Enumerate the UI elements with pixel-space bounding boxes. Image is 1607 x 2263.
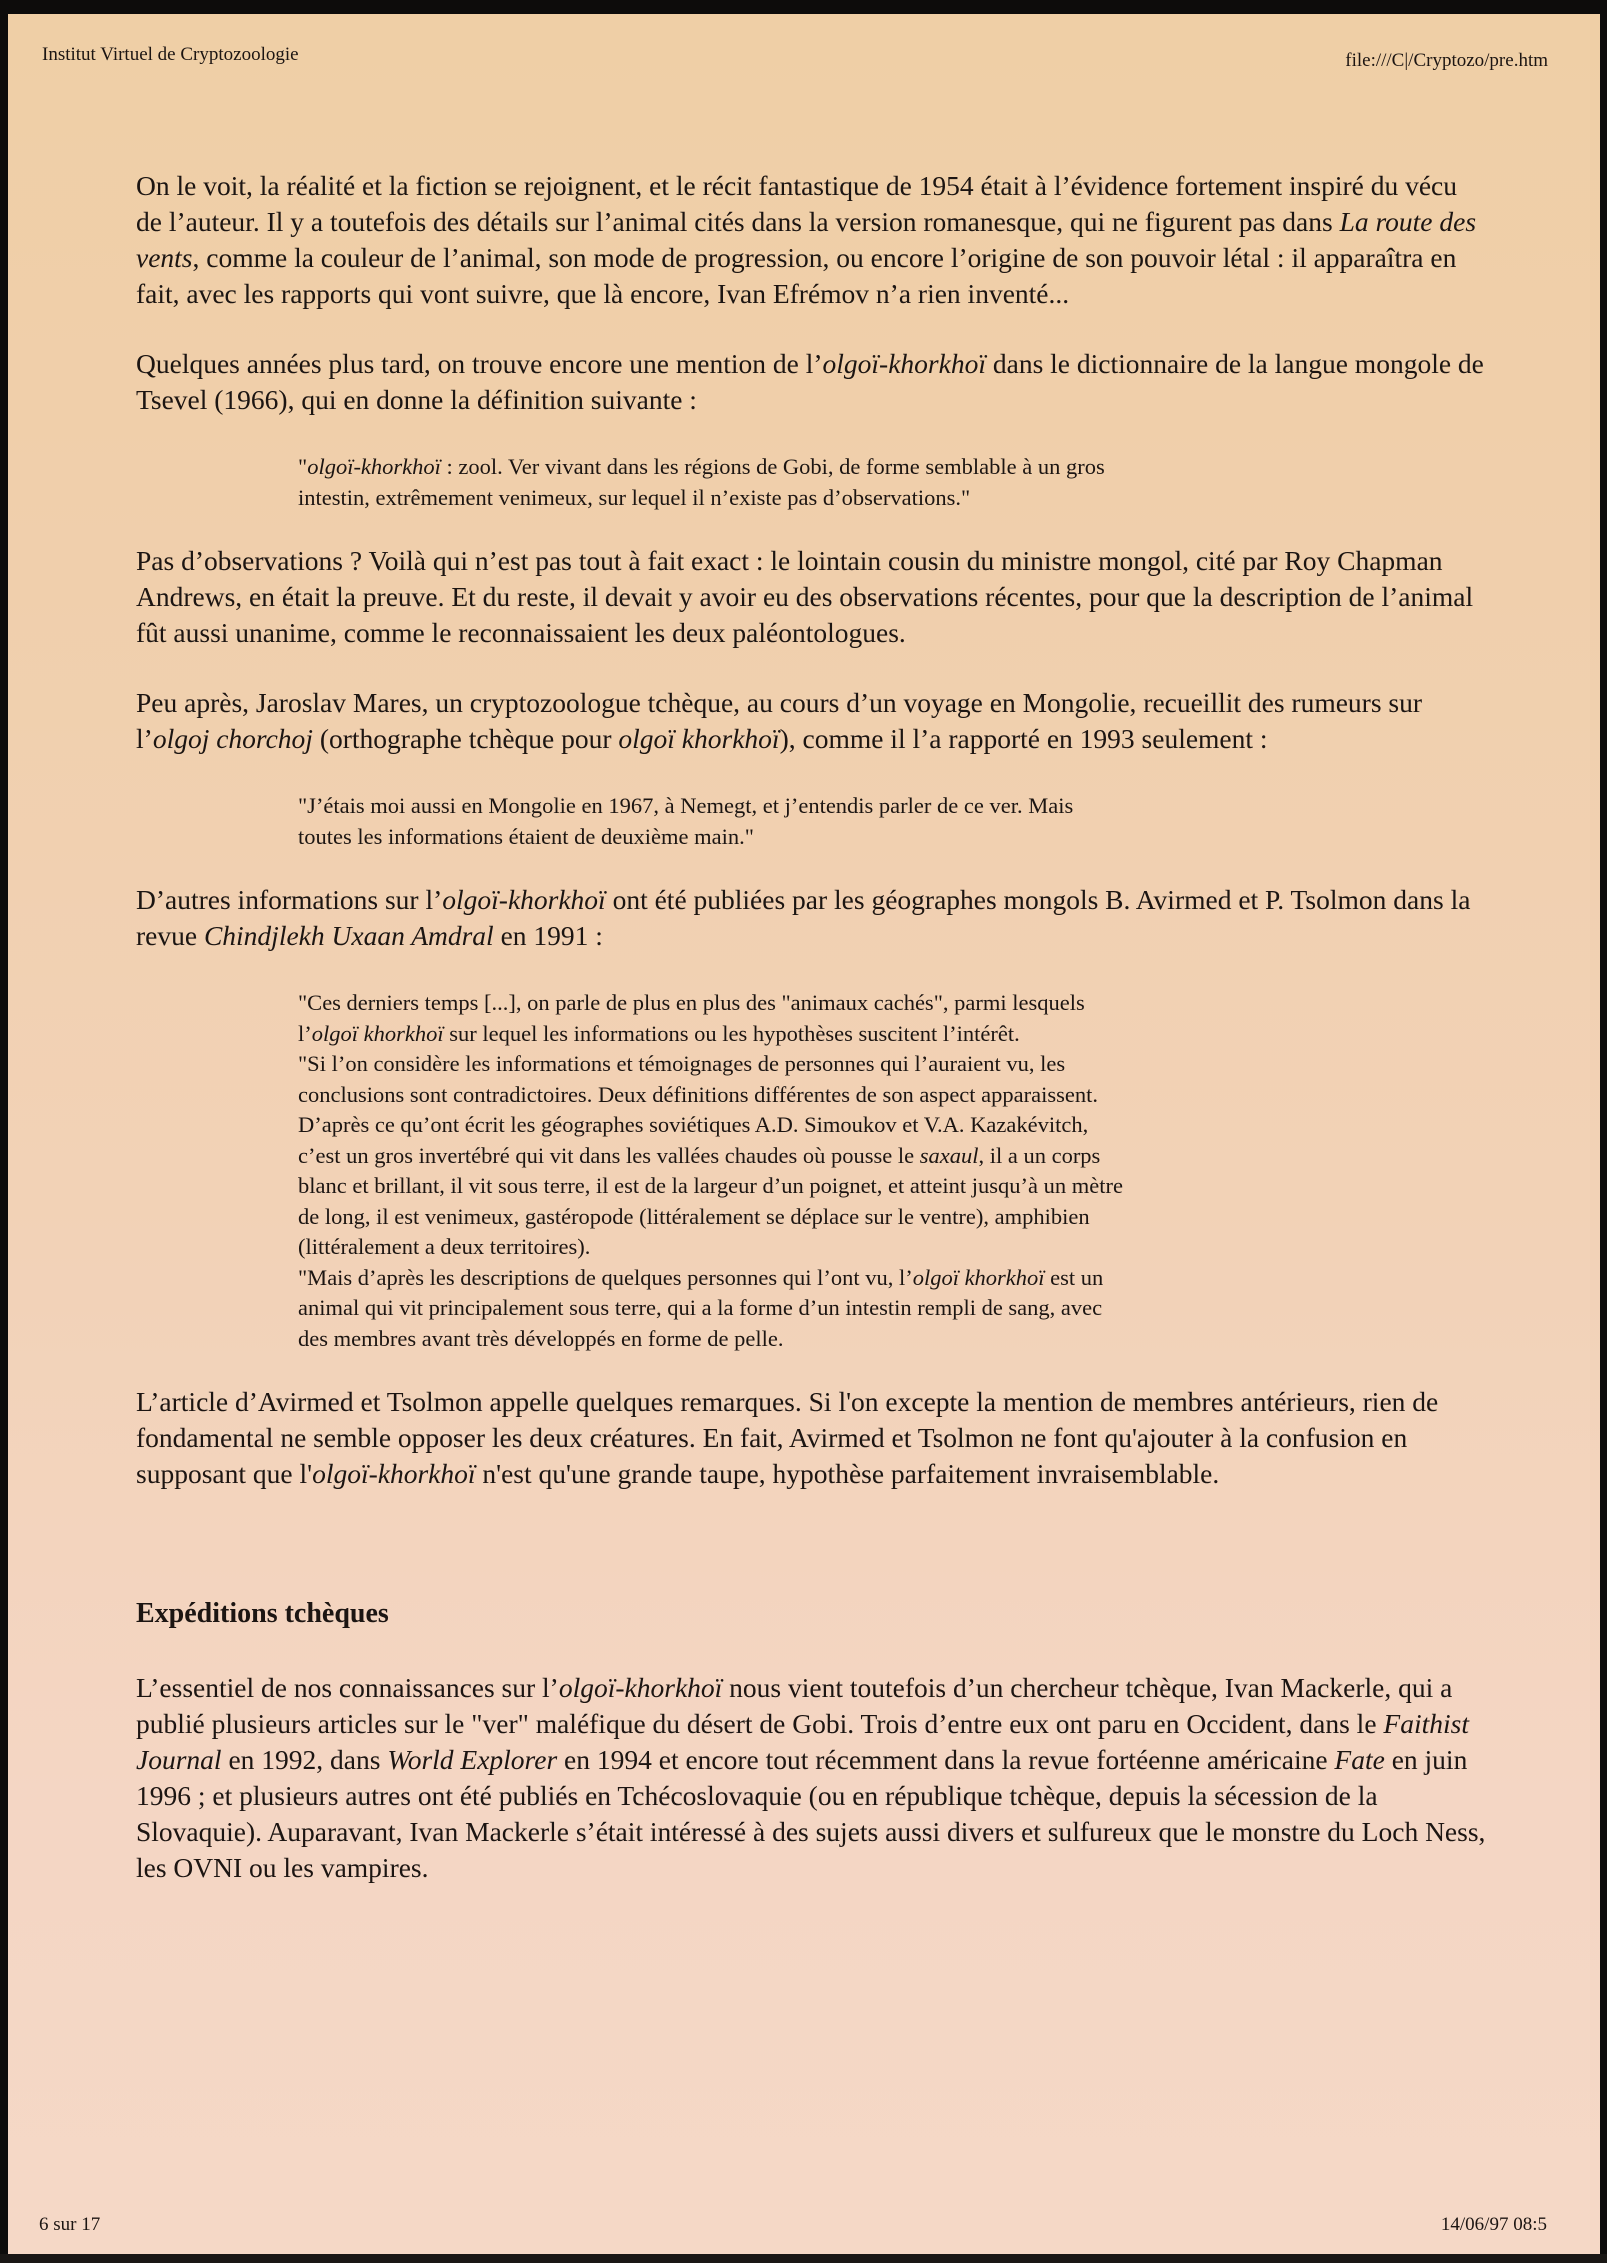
printed-page	[8, 14, 1600, 2254]
quote-line: c’est un gros invertébré qui vit dans les vallées chaudes où pousse le saxaul, il a un corps	[298, 1142, 1101, 1168]
quote-line: "J’étais moi aussi en Mongolie en 1967, à Nemegt, et j’entendis parler de ce ver. Mais	[298, 793, 1074, 818]
italic-term: olgoï khorkhoï	[912, 1264, 1045, 1290]
italic-term: olgoï-khorkhoï	[312, 1458, 476, 1489]
quote-avirmed-tsolmon	[298, 988, 1298, 1354]
quote-line: D’après ce qu’ont écrit les géographes soviétiques A.D. Simoukov et V.A. Kazakévitch,	[298, 1112, 1089, 1137]
italic-term: Faithist Journal	[136, 1708, 1469, 1775]
italic-term: olgoï-khorkhoï	[442, 884, 606, 915]
paragraph-observations: Pas d’observations ? Voilà qui n’est pas tout à fait exact : le lointain cousin du ministre mongol, cité par Roy Chapman Andrews, en était la preuve. Et du reste, il devait y avoir eu des observations récentes, pour que la description de l’animal fût aussi unanime, comme le reconnaissaient les deux paléontologues.	[136, 545, 1474, 648]
quote-line: blanc et brillant, il vit sous terre, il est de la largeur d’un poignet, et atteint jusqu’à un mètre	[298, 1173, 1123, 1198]
paragraph-tsevel-dictionary: Quelques années plus tard, on trouve encore une mention de l’olgoï-khorkhoï dans le dictionnaire de la langue mongole de Tsevel (1966), qui en donne la définition suivante :	[136, 348, 1484, 415]
article-body	[136, 168, 1486, 1920]
file-path: file:///C|/Cryptozo/pre.htm	[1345, 50, 1548, 71]
italic-term: saxaul	[919, 1142, 979, 1168]
quote-line: toutes les informations étaient de deuxième main."	[298, 823, 754, 849]
quote-line: conclusions sont contradictoires. Deux définitions différentes de son aspect apparaissent.	[298, 1081, 1098, 1107]
quote-tsevel-definition	[298, 452, 1298, 513]
italic-term: olgoj chorchoj	[152, 723, 313, 754]
italic-term: Chindjlekh Uxaan Amdral	[203, 920, 494, 951]
paragraph-avirmed-tsolmon: D’autres informations sur l’olgoï-khorkhoï ont été publiées par les géographes mongols B. Avirmed et P. Tsolmon dans la revue Chindjlekh Uxaan Amdral en 1991 :	[136, 884, 1471, 951]
quote-mares	[298, 791, 1298, 852]
italic-term: olgoï-khorkhoï	[307, 454, 441, 479]
quote-line: "Si l’on considère les informations et témoignages de personnes qui l’auraient vu, les	[298, 1051, 1066, 1076]
italic-term: Fate	[1334, 1744, 1385, 1775]
italic-term: World Explorer	[387, 1744, 558, 1775]
page-indicator: 6 sur 17	[39, 2214, 101, 2235]
quote-line: l’olgoï khorkhoï sur lequel les informations ou les hypothèses suscitent l’intérêt.	[298, 1020, 1020, 1046]
paragraph-mackerle: L’essentiel de nos connaissances sur l’olgoï-khorkhoï nous vient toutefois d’un chercheur tchèque, Ivan Mackerle, qui a publié plusieurs articles sur le "ver" maléfique du désert de Gobi. Trois d’entre eux ont paru en Occident, dans le Faithist Journal en 1992, dans World Explorer en 1994 et encore tout récemment dans la revue fortéenne américaine Fate en juin 1996 ; et plusieurs autres ont été publiés en Tchécoslovaquie (ou en république tchèque, depuis la sécession de la Slovaquie). Auparavant, Ivan Mackerle s’était intéressé à des sujets aussi divers et sulfureux que le monstre du Loch Ness, les OVNI ou les vampires.	[136, 1672, 1486, 1883]
paragraph-fiction-reality: On le voit, la réalité et la fiction se rejoignent, et le récit fantastique de 1954 était à l’évidence fortement inspiré du vécu de l’auteur. Il y a toutefois des détails sur l’animal cités dans la version romanesque, qui ne figurent pas dans La route des vents, comme la couleur de l’animal, son mode de progression, ou encore l’origine de son pouvoir létal : il apparaîtra en fait, avec les rapports qui vont suivre, que là encore, Ivan Efrémov n’a rien inventé...	[136, 170, 1477, 309]
quote-line: animal qui vit principalement sous terre, qui a la forme d’un intestin rempli de sang, avec	[298, 1295, 1103, 1320]
quote-line: "Ces derniers temps [...], on parle de plus en plus des "animaux cachés", parmi lesquels	[298, 990, 1085, 1015]
paragraph-mares: Peu après, Jaroslav Mares, un cryptozoologue tchèque, au cours d’un voyage en Mongolie, recueillit des rumeurs sur l’olgoj chorchoj (orthographe tchèque pour olgoï khorkhoï), comme il l’a rapporté en 1993 seulement :	[136, 687, 1423, 754]
quote-line: intestin, extrêmement venimeux, sur lequel il n’existe pas d’observations."	[298, 484, 971, 510]
quote-line: "olgoï-khorkhoï : zool. Ver vivant dans les régions de Gobi, de forme semblable à un gros	[298, 454, 1105, 479]
background-edge	[0, 2254, 1607, 2263]
quote-line: "Mais d’après les descriptions de quelques personnes qui l’ont vu, l’olgoï khorkhoï est un	[298, 1264, 1104, 1290]
italic-term: olgoï-khorkhoï	[558, 1672, 723, 1703]
section-heading: Expéditions tchèques	[136, 1598, 389, 1629]
paragraph-remarks: L’article d’Avirmed et Tsolmon appelle quelques remarques. Si l'on excepte la mention de membres antérieurs, rien de fondamental ne semble opposer les deux créatures. En fait, Avirmed et Tsolmon ne font qu'ajouter à la confusion en supposant que l'olgoï-khorkhoï n'est qu'une grande taupe, hypothèse parfaitement invraisemblable.	[136, 1386, 1439, 1489]
italic-term: olgoï-khorkhoï	[822, 348, 986, 379]
print-datetime: 14/06/97 08:5	[1440, 2214, 1547, 2235]
quote-line: (littéralement a deux territoires).	[298, 1234, 591, 1259]
site-title: Institut Virtuel de Cryptozoologie	[42, 44, 299, 65]
italic-term: olgoï khorkhoï	[618, 723, 780, 754]
quote-line: des membres avant très développés en forme de pelle.	[298, 1325, 784, 1351]
italic-term: olgoï khorkhoï	[311, 1020, 444, 1046]
italic-term: La route des vents	[136, 206, 1477, 273]
quote-line: de long, il est venimeux, gastéropode (littéralement se déplace sur le ventre), amphibien	[298, 1203, 1090, 1229]
